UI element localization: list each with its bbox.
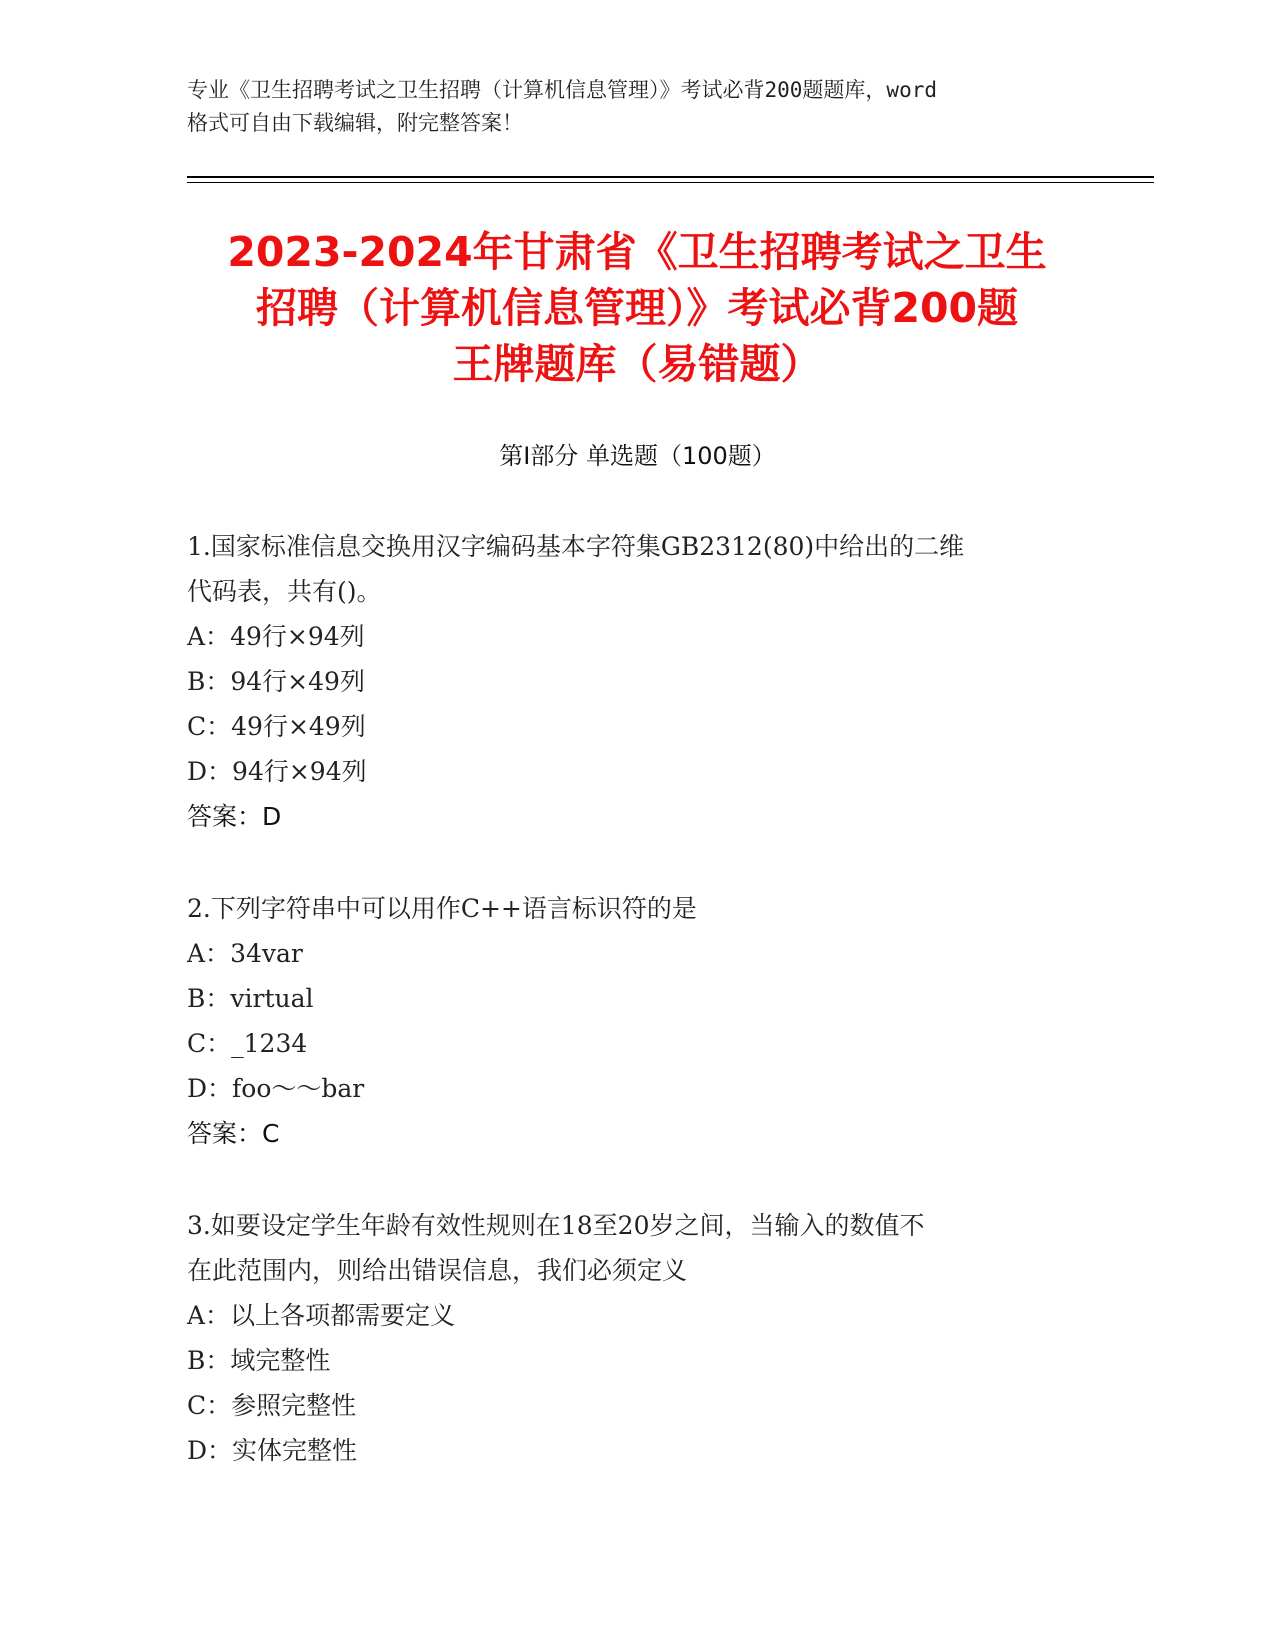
- question-text: 1.国家标准信息交换用汉字编码基本字符集GB2312(80)中给出的二维: [187, 532, 965, 561]
- option-d: [187, 1428, 1067, 1473]
- option-text: virtual: [230, 984, 314, 1013]
- option-d: [187, 1066, 1067, 1111]
- option-letter: A：: [187, 1301, 231, 1330]
- question-text: 在此范围内，则给出错误信息，我们必须定义: [187, 1256, 688, 1285]
- option-letter: C：: [187, 1391, 232, 1420]
- question-2: [187, 886, 1067, 1156]
- title-line: 2023-2024年甘肃省《卫生招聘考试之卫生: [227, 228, 1047, 276]
- option-b: [187, 659, 1067, 704]
- header-divider-thin: [187, 182, 1154, 183]
- option-text: foo～～bar: [232, 1074, 365, 1103]
- option-text: 94行×94列: [232, 757, 367, 786]
- question-3: [187, 1203, 1067, 1473]
- header-note-line: 专业《卫生招聘考试之卫生招聘（计算机信息管理）》考试必背200题题库，word: [187, 78, 937, 102]
- option-text: 参照完整性: [231, 1391, 357, 1420]
- option-c: [187, 1383, 1067, 1428]
- option-text: 域完整性: [230, 1346, 331, 1375]
- option-letter: D：: [187, 1074, 233, 1103]
- option-d: [187, 749, 1067, 794]
- option-letter: A：: [187, 939, 231, 968]
- question-text: 2.下列字符串中可以用作C++语言标识符的是: [187, 894, 697, 923]
- title-line: 招聘（计算机信息管理）》考试必背200题: [255, 284, 1019, 332]
- document-title: [187, 224, 1087, 392]
- answer-line: 答案：C: [187, 1119, 280, 1148]
- option-c: [187, 704, 1067, 749]
- option-a: [187, 614, 1067, 659]
- option-letter: B：: [187, 984, 231, 1013]
- option-letter: C：: [187, 712, 232, 741]
- answer-line: 答案：D: [187, 802, 282, 831]
- option-text: 实体完整性: [232, 1436, 358, 1465]
- option-c: [187, 1021, 1067, 1066]
- option-a: [187, 1293, 1067, 1338]
- option-text: _1234: [231, 1029, 308, 1058]
- option-text: 34var: [230, 939, 303, 968]
- option-a: [187, 931, 1067, 976]
- header-note-line: 格式可自由下载编辑，附完整答案！: [187, 111, 523, 135]
- header-note: [187, 74, 1087, 140]
- option-b: [187, 976, 1067, 1021]
- option-letter: D：: [187, 1436, 233, 1465]
- question-1: [187, 524, 1067, 839]
- option-text: 以上各项都需要定义: [230, 1301, 456, 1330]
- option-text: 94行×49列: [230, 667, 365, 696]
- option-letter: B：: [187, 1346, 231, 1375]
- option-letter: C：: [187, 1029, 232, 1058]
- title-line: 王牌题库（易错题）: [452, 340, 822, 388]
- option-letter: B：: [187, 667, 231, 696]
- option-b: [187, 1338, 1067, 1383]
- option-text: 49行×49列: [231, 712, 366, 741]
- option-letter: A：: [187, 622, 231, 651]
- section-heading: 第Ⅰ部分 单选题（100题）: [499, 442, 776, 470]
- question-text: 代码表，共有()。: [187, 577, 382, 606]
- option-text: 49行×94列: [230, 622, 365, 651]
- header-divider-thick: [187, 176, 1154, 178]
- option-letter: D：: [187, 757, 233, 786]
- question-text: 3.如要设定学生年龄有效性规则在18至20岁之间，当输入的数值不: [187, 1211, 925, 1240]
